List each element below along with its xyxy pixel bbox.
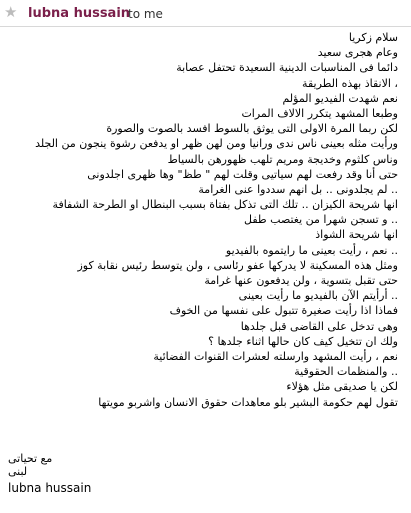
message-line: سلام زكريا [348, 31, 398, 44]
message-line: دائما فى المناسبات الدينية السعيدة تحتفل عصابة [176, 61, 398, 75]
message-line: .. لم يجلدونى .. بل انهم سددوا عنى الغرامة [198, 182, 398, 196]
sender-name[interactable]: lubna hussain [28, 6, 131, 21]
message-line: وناس كلثوم وخديجة ومريم تلهب ظهورهن بالسياط [167, 152, 398, 166]
message-line: .. نعم ، رأيت بعينى ما رايتموه بالفيديو [225, 243, 398, 257]
message-body [6, 30, 398, 500]
message-line: نعم شهدت الفيديو المؤلم [282, 91, 398, 105]
message-line: انها شريحة الكيزان .. تلك التى تذكل بفتاة بسبب البنطال او الطرحة الشفافة [52, 198, 398, 212]
message-line: وطبعا المشهد يتكرر الالاف المرات [241, 106, 398, 120]
message-line: انها شريحة الشواذ [315, 228, 398, 242]
message-line: ولك ان تتخيل كيف كان حالها اثناء جلدها ؟ [208, 334, 398, 348]
message-line: وهى تدخل على القاضى قبل جلدها [240, 319, 398, 333]
message-line: فماذا اذا رأيت صغيرة تتبول على نفسها من الخوف [169, 304, 398, 318]
signature-name-en: lubna hussain [8, 481, 92, 495]
message-line: تقول لهم حكومة البشير بلو معاهدات حقوق الانسان واشربو مويتها [98, 395, 398, 409]
message-line: حتى تقبل بتسوية ، ولن يدفعون عنها غرامة [204, 274, 398, 287]
signature-greeting: مع تحياتى [8, 452, 53, 465]
message-line: ، الانقاذ بهذه الطريقة [302, 76, 398, 90]
message-line: لكن ربما المرة الاولى التى يوثق بالسوط افسد بالصوت والصورة [106, 122, 398, 136]
message-line: .. والمنظمات الحقوقية [294, 365, 398, 379]
signature [8, 452, 208, 496]
email-header [0, 0, 411, 27]
signature-name-ar: لبنى [8, 465, 28, 478]
message-line: لكن يا صديقى مثل هؤلاء [286, 380, 398, 394]
message-line: ومثل هذه المسكينة لا يدركها عفو رئاسى ، ولن يتوسط رئيس نقابة كوز [77, 258, 398, 272]
message-line: نعم ، رأيت المشهد وارسلته لعشرات القنوات الفضائية [153, 349, 398, 363]
message-line: .. أرأيتم الآن بالفيديو ما رأيت بعينى [238, 289, 398, 303]
message-line: ورأيت مثله بعينى ناس ندى ورانيا ومن لهن ظهر او يدفعن رشوة ينجون من الجلد [35, 137, 398, 151]
star-icon[interactable]: ★ [4, 3, 18, 21]
message-line: حتى أنا وقد رفعت لهم سياتيى وقلت لهم " طظ" وها ظهرى اجلدونى [87, 167, 398, 181]
message-line: وعام هجرى سعيد [317, 46, 398, 60]
message-line: .. و تسجن شهرا من يغتصب طفل [244, 213, 398, 227]
recipient-label: to me [128, 7, 163, 21]
